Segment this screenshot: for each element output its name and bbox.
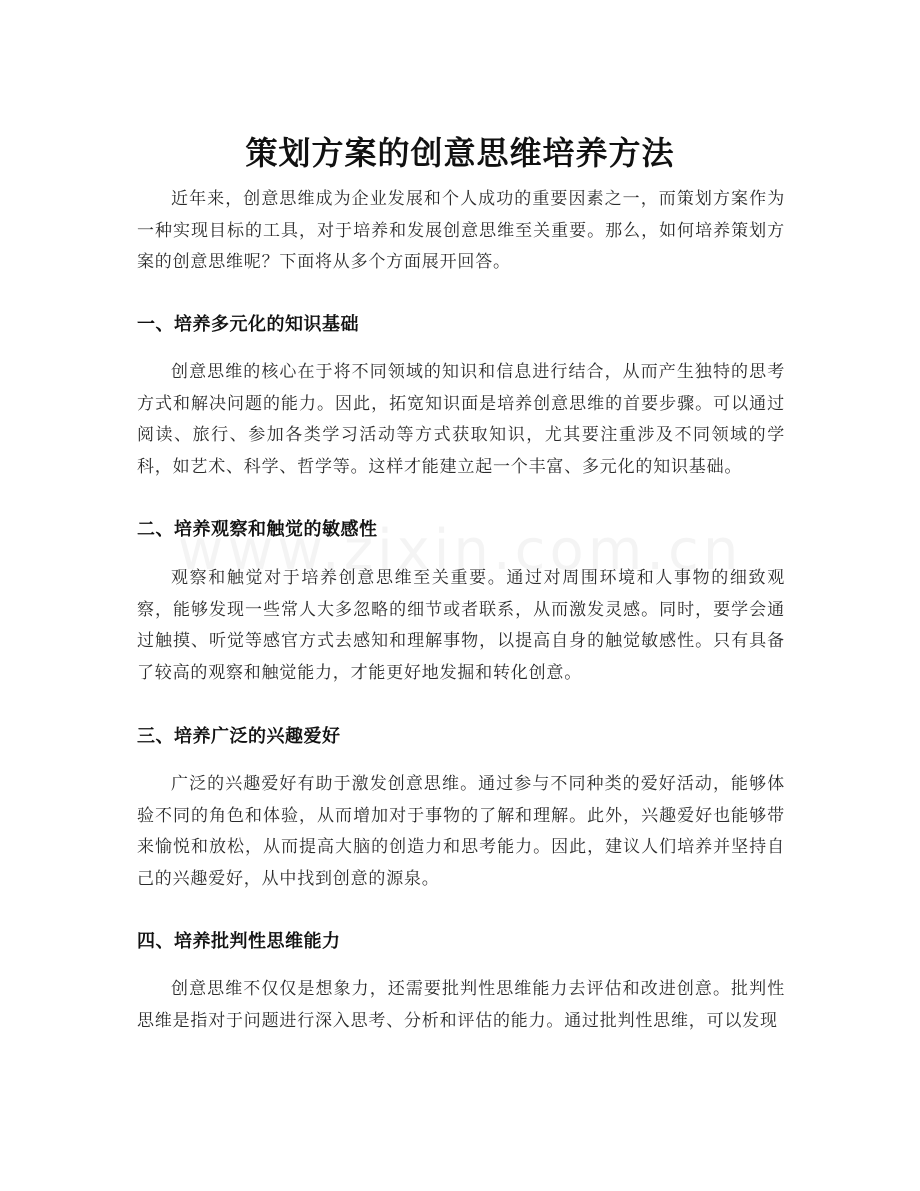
section-heading-3: 三、培养广泛的兴趣爱好	[137, 726, 341, 747]
page-title: 策划方案的创意思维培养方法	[245, 134, 675, 173]
intro-paragraph: 近年来，创意思维成为企业发展和个人成功的重要因素之一，而策划方案作为一种实现目标的工具，对于培养和发展创意思维至关重要。那么，如何培养策划方案的创意思维呢？下面将从多个方面展开回答。	[137, 189, 785, 272]
section-body-2: 观察和触觉对于培养创意思维至关重要。通过对周围环境和人事物的细致观察，能够发现一些常人大多忽略的细节或者联系，从而激发灵感。同时，要学会通过触摸、听觉等感官方式去感知和理解事物，以提高自身的触觉敏感性。只有具备了较高的观察和触觉能力，才能更好地发掘和转化创意。	[137, 568, 785, 683]
section-heading-4: 四、培养批判性思维能力	[137, 931, 341, 952]
section-heading-2: 二、培养观察和触觉的敏感性	[137, 519, 378, 540]
section-body-1: 创意思维的核心在于将不同领域的知识和信息进行结合，从而产生独特的思考方式和解决问题的能力。因此，拓宽知识面是培养创意思维的首要步骤。可以通过阅读、旅行、参加各类学习活动等方式获取知识，尤其要注重涉及不同领域的学科，如艺术、科学、哲学等。这样才能建立起一个丰富、多元化的知识基础。	[137, 362, 785, 477]
section-heading-1: 一、培养多元化的知识基础	[137, 314, 359, 335]
section-body-4: 创意思维不仅仅是想象力，还需要批判性思维能力去评估和改进创意。批判性思维是指对于问题进行深入思考、分析和评估的能力。通过批判性思维，可以发现	[137, 979, 785, 1031]
section-body-3: 广泛的兴趣爱好有助于激发创意思维。通过参与不同种类的爱好活动，能够体验不同的角色和体验，从而增加对于事物的了解和理解。此外，兴趣爱好也能够带来愉悦和放松，从而提高大脑的创造力和思考能力。因此，建议人们培养并坚持自己的兴趣爱好，从中找到创意的源泉。	[137, 774, 785, 889]
